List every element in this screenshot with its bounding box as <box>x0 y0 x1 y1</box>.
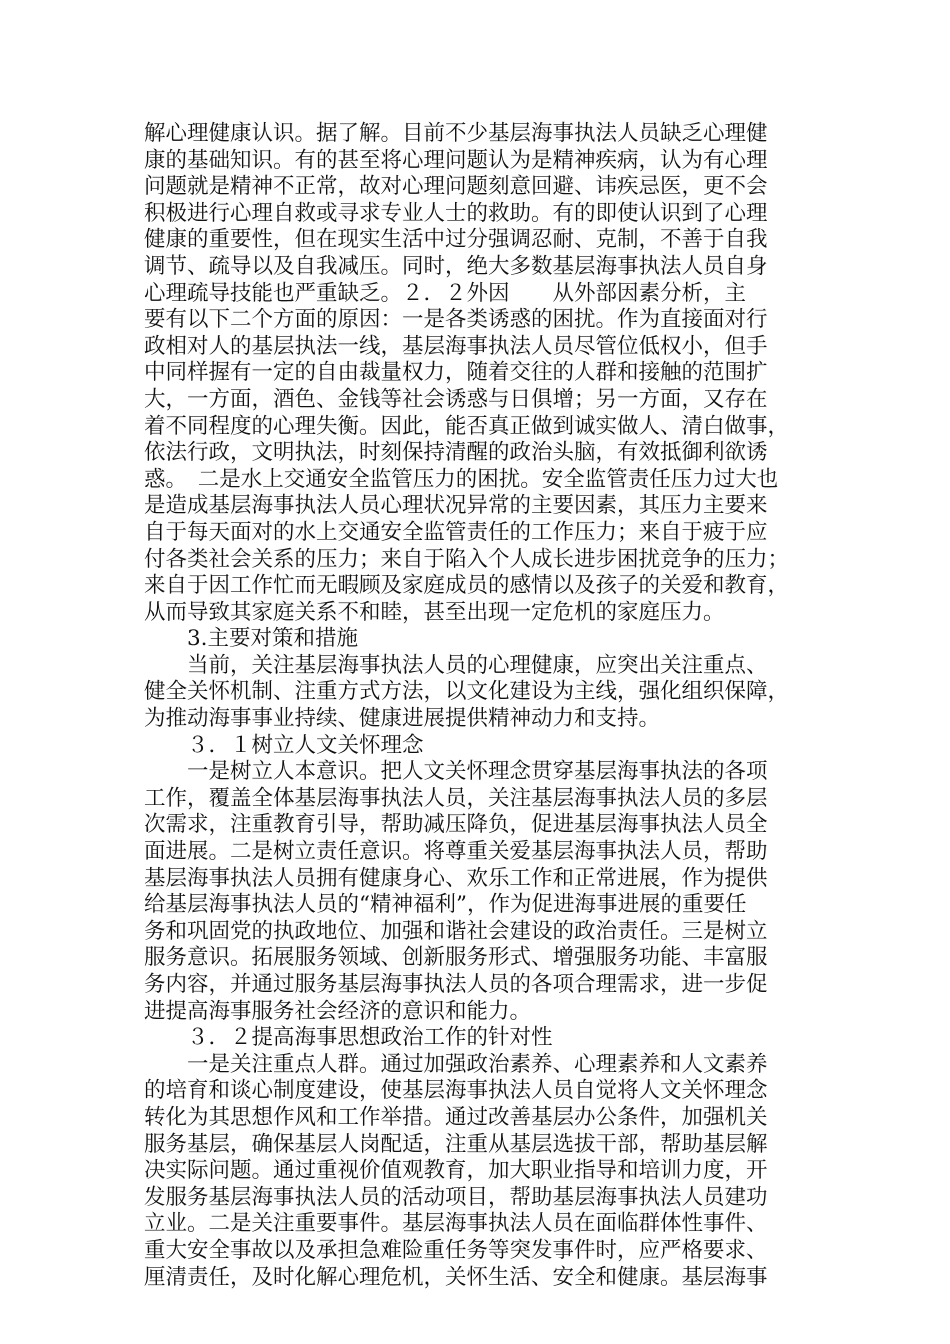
text-line: 服务基层，确保基层人岗配适，注重从基层选拔干部，帮助基层解 <box>144 1131 768 1157</box>
text-line: 给基层海事执法人员的“精神福利”，作为促进海事进展的重要任 <box>144 892 747 918</box>
text-line: 自于每天面对的水上交通安全监管责任的工作压力；来自于疲于应 <box>144 519 768 545</box>
text-line: 积极进行心理自救或寻求专业人士的救助。有的即使认识到了心理 <box>144 200 768 226</box>
text-line: 一是关注重点人群。通过加强政治素养、心理素养和人文素养 <box>187 1051 768 1077</box>
text-line: 康的基础知识。有的甚至将心理问题认为是精神疾病，认为有心理 <box>144 147 768 173</box>
text-line: 立业。二是关注重要事件。基层海事执法人员在面临群体性事件、 <box>144 1211 768 1237</box>
text-line: 着不同程度的心理失衡。因此，能否真正做到诚实做人、清白做事， <box>144 413 790 439</box>
text-line: ３．１树立人文关怀理念 <box>187 732 424 758</box>
text-line: 基层海事执法人员拥有健康身心、欢乐工作和正常进展，作为提供 <box>144 865 768 891</box>
text-line: 要有以下二个方面的原因：一是各类诱惑的困扰。作为直接面对行 <box>144 307 768 333</box>
text-line: 从而导致其家庭关系不和睦，甚至出现一定危机的家庭压力。 <box>144 599 725 625</box>
text-line: 工作，覆盖全体基层海事执法人员，关注基层海事执法人员的多层 <box>144 785 768 811</box>
text-line: 惑。 二是水上交通安全监管压力的困扰。安全监管责任压力过大也 <box>144 466 779 492</box>
text-line: 面进展。二是树立责任意识。将尊重关爱基层海事执法人员，帮助 <box>144 839 768 865</box>
text-line: 进提高海事服务社会经济的意识和能力。 <box>144 998 532 1024</box>
text-line: ３．２提高海事思想政治工作的针对性 <box>187 1025 553 1051</box>
text-line: 健康的重要性，但在现实生活中过分强调忍耐、克制，不善于自我 <box>144 227 768 253</box>
text-line: 调节、疏导以及自我减压。同时，绝大多数基层海事执法人员自身 <box>144 253 768 279</box>
text-line: 中同样握有一定的自由裁量权力，随着交往的人群和接触的范围扩 <box>144 360 768 386</box>
text-line: 务内容，并通过服务基层海事执法人员的各项合理需求，进一步促 <box>144 972 768 997</box>
text-line: 厘清责任，及时化解心理危机，关怀生活、安全和健康。基层海事 <box>144 1264 768 1290</box>
text-line: 务和巩固党的执政地位、加强和谐社会建设的政治责任。三是树立 <box>144 918 768 944</box>
text-line: 健全关怀机制、注重方式方法，以文化建设为主线，强化组织保障， <box>144 679 790 705</box>
text-line: 发服务基层海事执法人员的活动项目，帮助基层海事执法人员建功 <box>144 1184 768 1210</box>
text-line: 的培育和谈心制度建设，使基层海事执法人员自觉将人文关怀理念 <box>144 1078 768 1104</box>
text-line: 当前，关注基层海事执法人员的心理健康，应突出关注重点、 <box>187 652 768 678</box>
text-line: 重大安全事故以及承担急难险重任务等突发事件时，应严格要求、 <box>144 1237 768 1263</box>
text-line: 问题就是精神不正常，故对心理问题刻意回避、讳疾忌医，更不会 <box>144 174 768 200</box>
document-page <box>144 121 802 1291</box>
text-line: 次需求，注重教育引导，帮助减压降负，促进基层海事执法人员全 <box>144 812 768 838</box>
text-line: 转化为其思想作风和工作举措。通过改善基层办公条件，加强机关 <box>144 1104 768 1130</box>
text-line: 为推动海事事业持续、健康进展提供精神动力和支持。 <box>144 706 661 732</box>
text-line: 政相对人的基层执法一线，基层海事执法人员尽管位低权小，但手 <box>144 333 768 359</box>
text-line: 大，一方面，酒色、金钱等社会诱惑与日俱增；另一方面，又存在 <box>144 386 768 412</box>
text-line: 是造成基层海事执法人员心理状况异常的主要因素，其压力主要来 <box>144 493 768 519</box>
text-line: 付各类社会关系的压力；来自于陷入个人成长进步困扰竞争的压力； <box>144 546 790 572</box>
text-line: 一是树立人本意识。把人文关怀理念贯穿基层海事执法的各项 <box>187 759 768 785</box>
text-line: 决实际问题。通过重视价值观教育，加大职业指导和培训力度，开 <box>144 1158 768 1184</box>
text-line: 来自于因工作忙而无暇顾及家庭成员的感情以及孩子的关爱和教育， <box>144 573 790 599</box>
text-line: 服务意识。拓展服务领域、创新服务形式、增强服务功能、丰富服 <box>144 945 768 971</box>
text-line: 心理疏导技能也严重缺乏。２．２外因 从外部因素分析，主 <box>144 280 747 306</box>
text-line: 依法行政，文明执法，时刻保持清醒的政治头脑，有效抵御利欲诱 <box>144 440 768 466</box>
text-line: 3.主要对策和措施 <box>187 626 359 652</box>
text-line: 解心理健康认识。据了解。目前不少基层海事执法人员缺乏心理健 <box>144 121 768 146</box>
